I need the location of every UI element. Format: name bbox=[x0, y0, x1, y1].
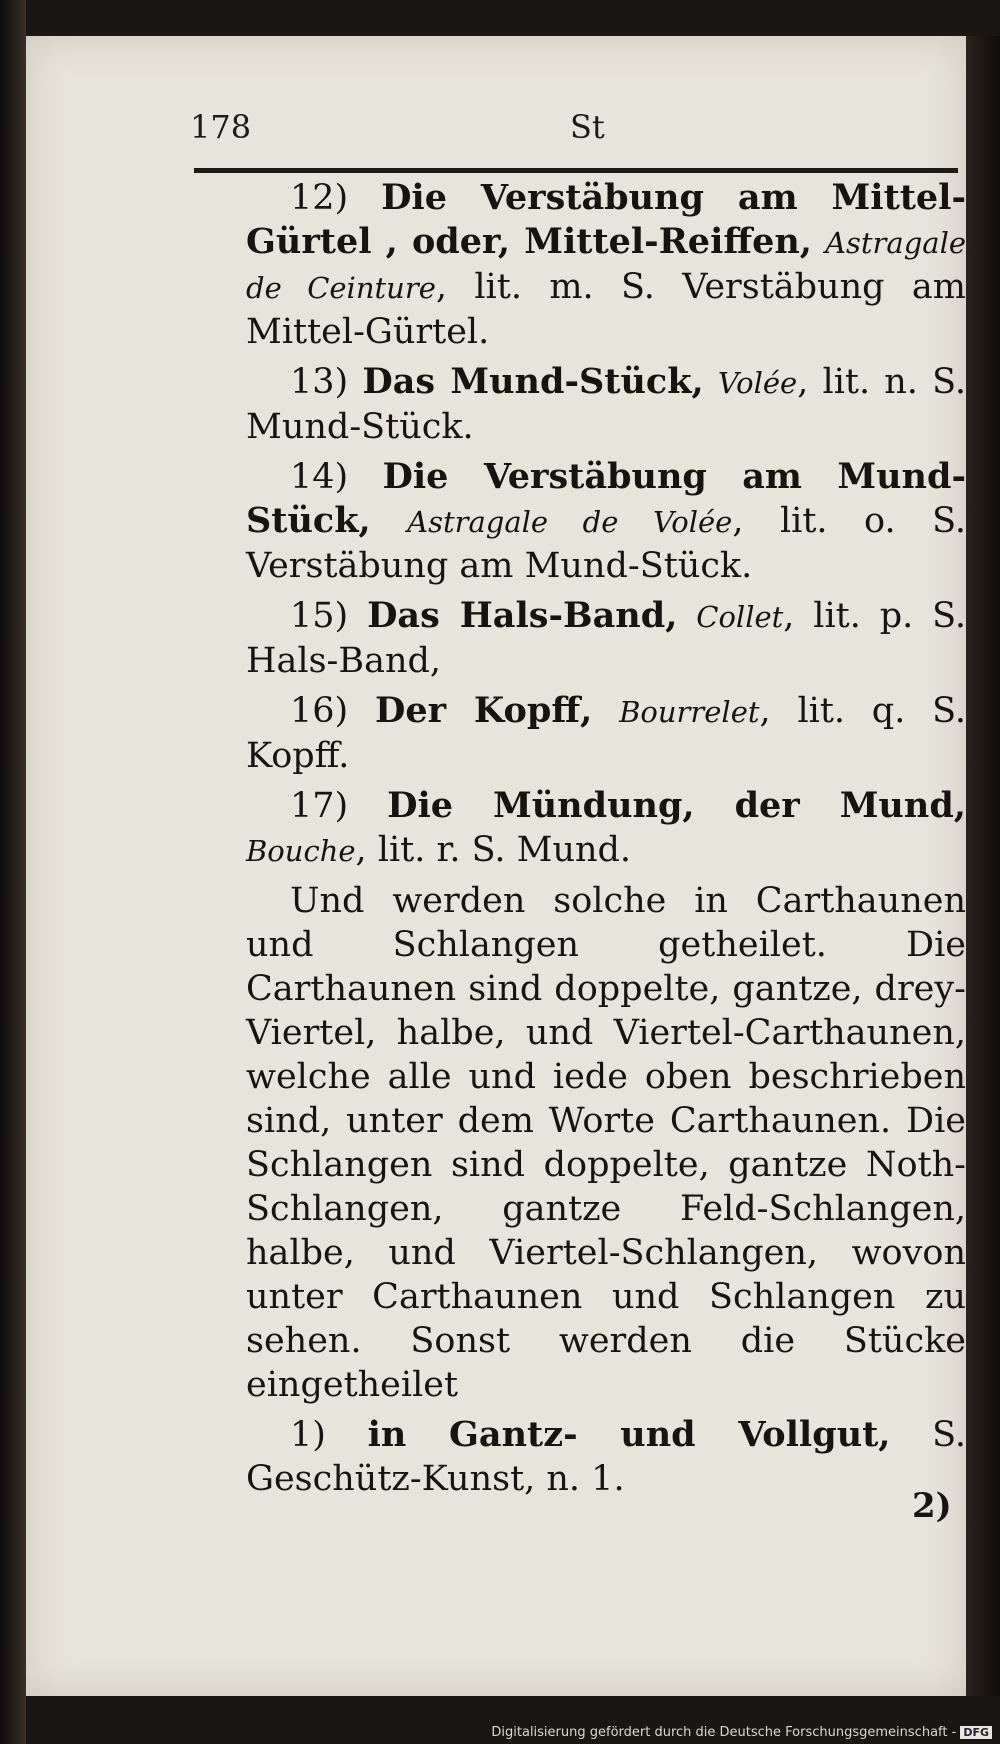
body-paragraph: Und werden solche in Carthaunen und Schlangen getheilet. Die Carthaunen sind doppelte, gantze, drey-Viertel, halbe, und Viertel-Carthaunen, welche alle und iede oben beschrieben sind, unter dem Worte Carthaunen. Die Schlangen sind doppelte, gantze Noth-Schlangen, gantze Feld-Schlangen, halbe, und Viertel-Schlangen, wovon unter Carthaunen und Schlangen zu sehen. Sonst werden die Stücke eingetheilet bbox=[246, 881, 966, 1405]
running-head: St bbox=[570, 108, 605, 146]
entry-13 bbox=[246, 360, 966, 449]
entry-term: in Gantz- und Vollgut, bbox=[367, 1414, 891, 1455]
entry-french-term: Astragale de Volée bbox=[407, 505, 733, 539]
entry-term: Das Hals-Band, bbox=[367, 595, 678, 636]
entry-term: Die Verstäbung am Mund-Stück, bbox=[246, 456, 966, 541]
entry-term: Die Verstäbung am Mittel-Gürtel , oder, Mittel-Reiffen, bbox=[246, 177, 966, 262]
page-header bbox=[170, 100, 960, 150]
entry-term: Der Kopff, bbox=[375, 690, 593, 731]
entry-number: 13) bbox=[290, 362, 349, 402]
entry-12 bbox=[246, 176, 966, 354]
entry-number: 12) bbox=[290, 178, 349, 218]
dfg-logo: DFG bbox=[960, 1726, 992, 1739]
entry-reference: S. Geschütz-Kunst, n. 1. bbox=[246, 1415, 966, 1499]
entry-number: 1) bbox=[290, 1415, 326, 1455]
entry-french-term: Volée bbox=[717, 366, 798, 400]
page-number: 178 bbox=[190, 108, 252, 146]
footer-text: Digitalisierung gefördert durch die Deutsche Forschungsgemeinschaft - bbox=[491, 1725, 957, 1740]
entry-reference: , lit. m. S. Verstäbung am Mittel-Gürtel. bbox=[246, 267, 966, 352]
page-body bbox=[246, 176, 966, 1507]
entry-17 bbox=[246, 784, 966, 873]
entry-16 bbox=[246, 689, 966, 778]
entry-french-term: Collet bbox=[696, 600, 784, 634]
page-edge bbox=[966, 36, 1000, 1696]
entry-french-term: Bourrelet bbox=[619, 695, 760, 729]
book-spine bbox=[0, 0, 26, 1744]
entry-number: 16) bbox=[290, 691, 349, 731]
catchword: 2) bbox=[912, 1486, 952, 1526]
entry-number: 17) bbox=[290, 786, 349, 826]
entry-reference: , lit. p. S. Hals-Band, bbox=[246, 596, 966, 681]
entry-reference: , lit. r. S. Mund. bbox=[355, 830, 632, 870]
entry-term: Die Mündung, der Mund, bbox=[387, 785, 966, 826]
entry-term: Das Mund-Stück, bbox=[362, 361, 704, 402]
entry-french-term: Bouche bbox=[246, 834, 356, 868]
entry-reference: , lit. o. S. Verstäbung am Mund-Stück. bbox=[246, 501, 966, 586]
header-rule bbox=[194, 168, 958, 173]
entry-14 bbox=[246, 455, 966, 588]
digitization-footer bbox=[491, 1725, 992, 1740]
entry-reference: , lit. q. S. Kopff. bbox=[246, 691, 966, 776]
entry-1 bbox=[246, 1413, 966, 1501]
entry-number: 14) bbox=[290, 457, 349, 497]
entry-reference: , lit. n. S. Mund-Stück. bbox=[246, 362, 966, 447]
entry-number: 15) bbox=[290, 596, 349, 636]
entry-french-term: Astragale de Ceinture bbox=[246, 226, 966, 305]
entry-15 bbox=[246, 594, 966, 683]
